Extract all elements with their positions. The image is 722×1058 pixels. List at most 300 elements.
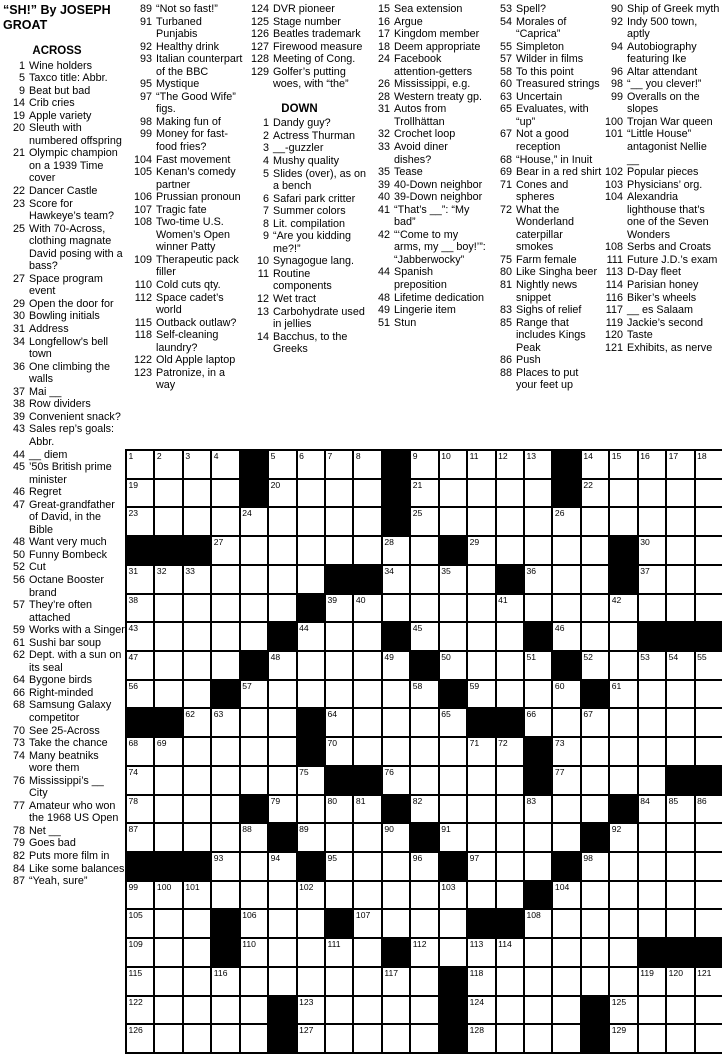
grid-cell-r3c1[interactable]	[126, 507, 154, 536]
grid-cell-r8c10[interactable]	[382, 651, 410, 680]
grid-cell-r7c13[interactable]	[467, 622, 495, 651]
grid-cell-r6c18[interactable]	[609, 594, 637, 623]
grid-cell-r13c4[interactable]	[211, 795, 239, 824]
grid-cell-r6c10[interactable]	[382, 594, 410, 623]
grid-cell-r1c9[interactable]	[353, 450, 381, 479]
grid-cell-r13c20[interactable]	[666, 795, 694, 824]
grid-cell-r6c14[interactable]	[496, 594, 524, 623]
grid-cell-r1c12[interactable]	[439, 450, 467, 479]
grid-cell-r14c21[interactable]	[695, 823, 722, 852]
grid-cell-r9c13[interactable]	[467, 680, 495, 709]
grid-cell-r12c14[interactable]	[496, 766, 524, 795]
grid-cell-r19c11[interactable]	[410, 967, 438, 996]
grid-cell-r17c17[interactable]	[581, 909, 609, 938]
grid-cell-r14c9[interactable]	[353, 823, 381, 852]
grid-cell-r20c15[interactable]	[524, 996, 552, 1025]
grid-cell-r20c10[interactable]	[382, 996, 410, 1025]
grid-cell-r4c16[interactable]	[552, 536, 580, 565]
grid-cell-r18c16[interactable]	[552, 938, 580, 967]
grid-cell-r5c15[interactable]	[524, 565, 552, 594]
grid-cell-r14c1[interactable]	[126, 823, 154, 852]
grid-cell-r17c9[interactable]	[353, 909, 381, 938]
grid-cell-r18c6[interactable]	[268, 938, 296, 967]
grid-cell-r7c3[interactable]	[183, 622, 211, 651]
grid-cell-r6c2[interactable]	[154, 594, 182, 623]
grid-cell-r4c13[interactable]	[467, 536, 495, 565]
grid-cell-r9c9[interactable]	[353, 680, 381, 709]
grid-cell-r15c17[interactable]	[581, 852, 609, 881]
grid-cell-r13c2[interactable]	[154, 795, 182, 824]
grid-cell-r6c15[interactable]	[524, 594, 552, 623]
grid-cell-r6c4[interactable]	[211, 594, 239, 623]
grid-cell-r3c3[interactable]	[183, 507, 211, 536]
grid-cell-r8c4[interactable]	[211, 651, 239, 680]
grid-cell-r3c16[interactable]	[552, 507, 580, 536]
grid-cell-r11c6[interactable]	[268, 737, 296, 766]
grid-cell-r21c16[interactable]	[552, 1024, 580, 1053]
grid-cell-r20c14[interactable]	[496, 996, 524, 1025]
grid-cell-r13c21[interactable]	[695, 795, 722, 824]
grid-cell-r2c2[interactable]	[154, 479, 182, 508]
grid-cell-r12c4[interactable]	[211, 766, 239, 795]
grid-cell-r10c15[interactable]	[524, 708, 552, 737]
grid-cell-r9c19[interactable]	[638, 680, 666, 709]
grid-cell-r9c20[interactable]	[666, 680, 694, 709]
grid-cell-r8c3[interactable]	[183, 651, 211, 680]
grid-cell-r4c9[interactable]	[353, 536, 381, 565]
grid-cell-r21c2[interactable]	[154, 1024, 182, 1053]
grid-cell-r10c6[interactable]	[268, 708, 296, 737]
grid-cell-r17c10[interactable]	[382, 909, 410, 938]
grid-cell-r8c1[interactable]	[126, 651, 154, 680]
grid-cell-r16c19[interactable]	[638, 881, 666, 910]
grid-cell-r3c17[interactable]	[581, 507, 609, 536]
grid-cell-r16c4[interactable]	[211, 881, 239, 910]
grid-cell-r12c2[interactable]	[154, 766, 182, 795]
grid-cell-r2c4[interactable]	[211, 479, 239, 508]
grid-cell-r19c2[interactable]	[154, 967, 182, 996]
grid-cell-r13c9[interactable]	[353, 795, 381, 824]
grid-cell-r1c8[interactable]	[325, 450, 353, 479]
grid-cell-r13c6[interactable]	[268, 795, 296, 824]
grid-cell-r16c20[interactable]	[666, 881, 694, 910]
grid-cell-r13c7[interactable]	[297, 795, 325, 824]
grid-cell-r12c10[interactable]	[382, 766, 410, 795]
grid-cell-r14c20[interactable]	[666, 823, 694, 852]
grid-cell-r17c19[interactable]	[638, 909, 666, 938]
grid-cell-r18c12[interactable]	[439, 938, 467, 967]
grid-cell-r4c11[interactable]	[410, 536, 438, 565]
grid-cell-r14c8[interactable]	[325, 823, 353, 852]
grid-cell-r17c1[interactable]	[126, 909, 154, 938]
grid-cell-r1c20[interactable]	[666, 450, 694, 479]
grid-cell-r18c15[interactable]	[524, 938, 552, 967]
grid-cell-r5c11[interactable]	[410, 565, 438, 594]
grid-cell-r7c4[interactable]	[211, 622, 239, 651]
grid-cell-r14c19[interactable]	[638, 823, 666, 852]
grid-cell-r13c15[interactable]	[524, 795, 552, 824]
grid-cell-r1c1[interactable]	[126, 450, 154, 479]
grid-cell-r11c2[interactable]	[154, 737, 182, 766]
grid-cell-r18c11[interactable]	[410, 938, 438, 967]
grid-cell-r5c6[interactable]	[268, 565, 296, 594]
grid-cell-r14c16[interactable]	[552, 823, 580, 852]
grid-cell-r9c2[interactable]	[154, 680, 182, 709]
grid-cell-r14c7[interactable]	[297, 823, 325, 852]
grid-cell-r13c8[interactable]	[325, 795, 353, 824]
grid-cell-r13c1[interactable]	[126, 795, 154, 824]
grid-cell-r11c12[interactable]	[439, 737, 467, 766]
grid-cell-r16c3[interactable]	[183, 881, 211, 910]
grid-cell-r19c10[interactable]	[382, 967, 410, 996]
grid-cell-r5c1[interactable]	[126, 565, 154, 594]
grid-cell-r20c19[interactable]	[638, 996, 666, 1025]
grid-cell-r1c11[interactable]	[410, 450, 438, 479]
grid-cell-r2c18[interactable]	[609, 479, 637, 508]
grid-cell-r4c4[interactable]	[211, 536, 239, 565]
grid-cell-r15c19[interactable]	[638, 852, 666, 881]
grid-cell-r17c18[interactable]	[609, 909, 637, 938]
grid-cell-r20c2[interactable]	[154, 996, 182, 1025]
grid-cell-r12c1[interactable]	[126, 766, 154, 795]
grid-cell-r7c16[interactable]	[552, 622, 580, 651]
grid-cell-r3c9[interactable]	[353, 507, 381, 536]
grid-cell-r1c14[interactable]	[496, 450, 524, 479]
grid-cell-r12c6[interactable]	[268, 766, 296, 795]
grid-cell-r19c19[interactable]	[638, 967, 666, 996]
grid-cell-r1c4[interactable]	[211, 450, 239, 479]
grid-cell-r4c21[interactable]	[695, 536, 722, 565]
grid-cell-r21c19[interactable]	[638, 1024, 666, 1053]
grid-cell-r7c14[interactable]	[496, 622, 524, 651]
grid-cell-r16c16[interactable]	[552, 881, 580, 910]
grid-cell-r21c5[interactable]	[240, 1024, 268, 1053]
grid-cell-r11c14[interactable]	[496, 737, 524, 766]
grid-cell-r8c19[interactable]	[638, 651, 666, 680]
grid-cell-r3c12[interactable]	[439, 507, 467, 536]
grid-cell-r17c21[interactable]	[695, 909, 722, 938]
grid-cell-r15c5[interactable]	[240, 852, 268, 881]
grid-cell-r13c12[interactable]	[439, 795, 467, 824]
grid-cell-r7c18[interactable]	[609, 622, 637, 651]
grid-cell-r10c9[interactable]	[353, 708, 381, 737]
grid-cell-r3c13[interactable]	[467, 507, 495, 536]
grid-cell-r1c6[interactable]	[268, 450, 296, 479]
grid-cell-r21c9[interactable]	[353, 1024, 381, 1053]
grid-cell-r21c14[interactable]	[496, 1024, 524, 1053]
grid-cell-r16c10[interactable]	[382, 881, 410, 910]
grid-cell-r10c20[interactable]	[666, 708, 694, 737]
grid-cell-r1c15[interactable]	[524, 450, 552, 479]
grid-cell-r3c21[interactable]	[695, 507, 722, 536]
grid-cell-r7c11[interactable]	[410, 622, 438, 651]
grid-cell-r18c7[interactable]	[297, 938, 325, 967]
grid-cell-r9c8[interactable]	[325, 680, 353, 709]
grid-cell-r8c14[interactable]	[496, 651, 524, 680]
grid-cell-r2c14[interactable]	[496, 479, 524, 508]
grid-cell-r20c9[interactable]	[353, 996, 381, 1025]
grid-cell-r15c4[interactable]	[211, 852, 239, 881]
grid-cell-r8c17[interactable]	[581, 651, 609, 680]
grid-cell-r9c6[interactable]	[268, 680, 296, 709]
grid-cell-r19c3[interactable]	[183, 967, 211, 996]
grid-cell-r18c8[interactable]	[325, 938, 353, 967]
grid-cell-r15c20[interactable]	[666, 852, 694, 881]
grid-cell-r16c7[interactable]	[297, 881, 325, 910]
grid-cell-r2c19[interactable]	[638, 479, 666, 508]
grid-cell-r16c13[interactable]	[467, 881, 495, 910]
grid-cell-r10c8[interactable]	[325, 708, 353, 737]
grid-cell-r15c21[interactable]	[695, 852, 722, 881]
grid-cell-r2c12[interactable]	[439, 479, 467, 508]
grid-cell-r19c5[interactable]	[240, 967, 268, 996]
grid-cell-r13c3[interactable]	[183, 795, 211, 824]
grid-cell-r19c8[interactable]	[325, 967, 353, 996]
grid-cell-r7c1[interactable]	[126, 622, 154, 651]
grid-cell-r8c7[interactable]	[297, 651, 325, 680]
grid-cell-r20c21[interactable]	[695, 996, 722, 1025]
grid-cell-r21c7[interactable]	[297, 1024, 325, 1053]
grid-cell-r17c15[interactable]	[524, 909, 552, 938]
grid-cell-r20c5[interactable]	[240, 996, 268, 1025]
grid-cell-r20c11[interactable]	[410, 996, 438, 1025]
grid-cell-r4c6[interactable]	[268, 536, 296, 565]
grid-cell-r21c3[interactable]	[183, 1024, 211, 1053]
grid-cell-r1c2[interactable]	[154, 450, 182, 479]
grid-cell-r6c21[interactable]	[695, 594, 722, 623]
grid-cell-r1c17[interactable]	[581, 450, 609, 479]
grid-cell-r6c19[interactable]	[638, 594, 666, 623]
grid-cell-r1c18[interactable]	[609, 450, 637, 479]
grid-cell-r19c9[interactable]	[353, 967, 381, 996]
grid-cell-r16c18[interactable]	[609, 881, 637, 910]
grid-cell-r11c18[interactable]	[609, 737, 637, 766]
grid-cell-r1c21[interactable]	[695, 450, 722, 479]
grid-cell-r2c15[interactable]	[524, 479, 552, 508]
grid-cell-r6c9[interactable]	[353, 594, 381, 623]
grid-cell-r3c20[interactable]	[666, 507, 694, 536]
grid-cell-r9c10[interactable]	[382, 680, 410, 709]
grid-cell-r3c15[interactable]	[524, 507, 552, 536]
grid-cell-r11c21[interactable]	[695, 737, 722, 766]
grid-cell-r10c11[interactable]	[410, 708, 438, 737]
grid-cell-r8c20[interactable]	[666, 651, 694, 680]
grid-cell-r5c16[interactable]	[552, 565, 580, 594]
grid-cell-r3c6[interactable]	[268, 507, 296, 536]
grid-cell-r7c17[interactable]	[581, 622, 609, 651]
grid-cell-r21c15[interactable]	[524, 1024, 552, 1053]
grid-cell-r21c10[interactable]	[382, 1024, 410, 1053]
grid-cell-r12c3[interactable]	[183, 766, 211, 795]
grid-cell-r19c21[interactable]	[695, 967, 722, 996]
grid-cell-r8c15[interactable]	[524, 651, 552, 680]
grid-cell-r15c18[interactable]	[609, 852, 637, 881]
grid-cell-r12c7[interactable]	[297, 766, 325, 795]
grid-cell-r5c7[interactable]	[297, 565, 325, 594]
grid-cell-r20c4[interactable]	[211, 996, 239, 1025]
grid-cell-r14c4[interactable]	[211, 823, 239, 852]
grid-cell-r17c3[interactable]	[183, 909, 211, 938]
grid-cell-r17c12[interactable]	[439, 909, 467, 938]
grid-cell-r2c21[interactable]	[695, 479, 722, 508]
grid-cell-r6c16[interactable]	[552, 594, 580, 623]
grid-cell-r4c8[interactable]	[325, 536, 353, 565]
grid-cell-r5c20[interactable]	[666, 565, 694, 594]
grid-cell-r9c14[interactable]	[496, 680, 524, 709]
grid-cell-r21c21[interactable]	[695, 1024, 722, 1053]
grid-cell-r2c9[interactable]	[353, 479, 381, 508]
grid-cell-r5c10[interactable]	[382, 565, 410, 594]
grid-cell-r19c16[interactable]	[552, 967, 580, 996]
grid-cell-r5c17[interactable]	[581, 565, 609, 594]
grid-cell-r1c13[interactable]	[467, 450, 495, 479]
grid-cell-r4c19[interactable]	[638, 536, 666, 565]
grid-cell-r16c11[interactable]	[410, 881, 438, 910]
grid-cell-r14c5[interactable]	[240, 823, 268, 852]
grid-cell-r4c20[interactable]	[666, 536, 694, 565]
grid-cell-r17c2[interactable]	[154, 909, 182, 938]
grid-cell-r2c1[interactable]	[126, 479, 154, 508]
grid-cell-r6c13[interactable]	[467, 594, 495, 623]
grid-cell-r19c17[interactable]	[581, 967, 609, 996]
grid-cell-r17c6[interactable]	[268, 909, 296, 938]
grid-cell-r16c5[interactable]	[240, 881, 268, 910]
grid-cell-r7c12[interactable]	[439, 622, 467, 651]
grid-cell-r10c19[interactable]	[638, 708, 666, 737]
grid-cell-r15c6[interactable]	[268, 852, 296, 881]
grid-cell-r9c3[interactable]	[183, 680, 211, 709]
grid-cell-r10c5[interactable]	[240, 708, 268, 737]
grid-cell-r11c3[interactable]	[183, 737, 211, 766]
grid-cell-r9c1[interactable]	[126, 680, 154, 709]
grid-cell-r21c20[interactable]	[666, 1024, 694, 1053]
grid-cell-r3c19[interactable]	[638, 507, 666, 536]
grid-cell-r21c11[interactable]	[410, 1024, 438, 1053]
grid-cell-r6c12[interactable]	[439, 594, 467, 623]
grid-cell-r9c7[interactable]	[297, 680, 325, 709]
grid-cell-r10c12[interactable]	[439, 708, 467, 737]
grid-cell-r12c11[interactable]	[410, 766, 438, 795]
grid-cell-r11c9[interactable]	[353, 737, 381, 766]
grid-cell-r18c2[interactable]	[154, 938, 182, 967]
grid-cell-r13c17[interactable]	[581, 795, 609, 824]
grid-cell-r14c18[interactable]	[609, 823, 637, 852]
grid-cell-r20c3[interactable]	[183, 996, 211, 1025]
grid-cell-r12c13[interactable]	[467, 766, 495, 795]
grid-cell-r10c16[interactable]	[552, 708, 580, 737]
grid-cell-r4c10[interactable]	[382, 536, 410, 565]
grid-cell-r18c18[interactable]	[609, 938, 637, 967]
grid-cell-r9c16[interactable]	[552, 680, 580, 709]
grid-cell-r17c5[interactable]	[240, 909, 268, 938]
grid-cell-r2c7[interactable]	[297, 479, 325, 508]
grid-cell-r1c3[interactable]	[183, 450, 211, 479]
grid-cell-r2c8[interactable]	[325, 479, 353, 508]
grid-cell-r4c5[interactable]	[240, 536, 268, 565]
grid-cell-r13c19[interactable]	[638, 795, 666, 824]
grid-cell-r6c11[interactable]	[410, 594, 438, 623]
grid-cell-r9c15[interactable]	[524, 680, 552, 709]
grid-cell-r10c4[interactable]	[211, 708, 239, 737]
grid-cell-r3c5[interactable]	[240, 507, 268, 536]
grid-cell-r5c13[interactable]	[467, 565, 495, 594]
grid-cell-r20c8[interactable]	[325, 996, 353, 1025]
grid-cell-r3c4[interactable]	[211, 507, 239, 536]
grid-cell-r15c14[interactable]	[496, 852, 524, 881]
grid-cell-r14c13[interactable]	[467, 823, 495, 852]
grid-cell-r9c18[interactable]	[609, 680, 637, 709]
grid-cell-r3c2[interactable]	[154, 507, 182, 536]
grid-cell-r10c18[interactable]	[609, 708, 637, 737]
grid-cell-r15c10[interactable]	[382, 852, 410, 881]
grid-cell-r2c11[interactable]	[410, 479, 438, 508]
grid-cell-r16c12[interactable]	[439, 881, 467, 910]
grid-cell-r13c11[interactable]	[410, 795, 438, 824]
grid-cell-r3c7[interactable]	[297, 507, 325, 536]
grid-cell-r20c13[interactable]	[467, 996, 495, 1025]
grid-cell-r2c13[interactable]	[467, 479, 495, 508]
grid-cell-r17c7[interactable]	[297, 909, 325, 938]
grid-cell-r6c5[interactable]	[240, 594, 268, 623]
grid-cell-r11c8[interactable]	[325, 737, 353, 766]
grid-cell-r1c7[interactable]	[297, 450, 325, 479]
grid-cell-r17c16[interactable]	[552, 909, 580, 938]
grid-cell-r3c8[interactable]	[325, 507, 353, 536]
grid-cell-r16c2[interactable]	[154, 881, 182, 910]
grid-cell-r1c19[interactable]	[638, 450, 666, 479]
grid-cell-r17c20[interactable]	[666, 909, 694, 938]
grid-cell-r13c13[interactable]	[467, 795, 495, 824]
grid-cell-r12c5[interactable]	[240, 766, 268, 795]
grid-cell-r18c13[interactable]	[467, 938, 495, 967]
grid-cell-r3c14[interactable]	[496, 507, 524, 536]
grid-cell-r6c6[interactable]	[268, 594, 296, 623]
grid-cell-r7c8[interactable]	[325, 622, 353, 651]
grid-cell-r14c12[interactable]	[439, 823, 467, 852]
grid-cell-r13c16[interactable]	[552, 795, 580, 824]
grid-cell-r11c17[interactable]	[581, 737, 609, 766]
grid-cell-r18c3[interactable]	[183, 938, 211, 967]
grid-cell-r20c18[interactable]	[609, 996, 637, 1025]
grid-cell-r21c13[interactable]	[467, 1024, 495, 1053]
grid-cell-r4c7[interactable]	[297, 536, 325, 565]
grid-cell-r16c21[interactable]	[695, 881, 722, 910]
grid-cell-r4c14[interactable]	[496, 536, 524, 565]
grid-cell-r8c12[interactable]	[439, 651, 467, 680]
grid-cell-r11c16[interactable]	[552, 737, 580, 766]
grid-cell-r9c21[interactable]	[695, 680, 722, 709]
grid-cell-r9c11[interactable]	[410, 680, 438, 709]
grid-cell-r14c3[interactable]	[183, 823, 211, 852]
grid-cell-r2c17[interactable]	[581, 479, 609, 508]
grid-cell-r14c2[interactable]	[154, 823, 182, 852]
grid-cell-r17c11[interactable]	[410, 909, 438, 938]
grid-cell-r11c11[interactable]	[410, 737, 438, 766]
grid-cell-r6c1[interactable]	[126, 594, 154, 623]
grid-cell-r16c17[interactable]	[581, 881, 609, 910]
grid-cell-r8c21[interactable]	[695, 651, 722, 680]
grid-cell-r6c8[interactable]	[325, 594, 353, 623]
grid-cell-r7c2[interactable]	[154, 622, 182, 651]
grid-cell-r14c10[interactable]	[382, 823, 410, 852]
grid-cell-r11c20[interactable]	[666, 737, 694, 766]
grid-cell-r20c7[interactable]	[297, 996, 325, 1025]
grid-cell-r16c8[interactable]	[325, 881, 353, 910]
grid-cell-r16c9[interactable]	[353, 881, 381, 910]
grid-cell-r19c7[interactable]	[297, 967, 325, 996]
grid-cell-r9c5[interactable]	[240, 680, 268, 709]
grid-cell-r2c20[interactable]	[666, 479, 694, 508]
